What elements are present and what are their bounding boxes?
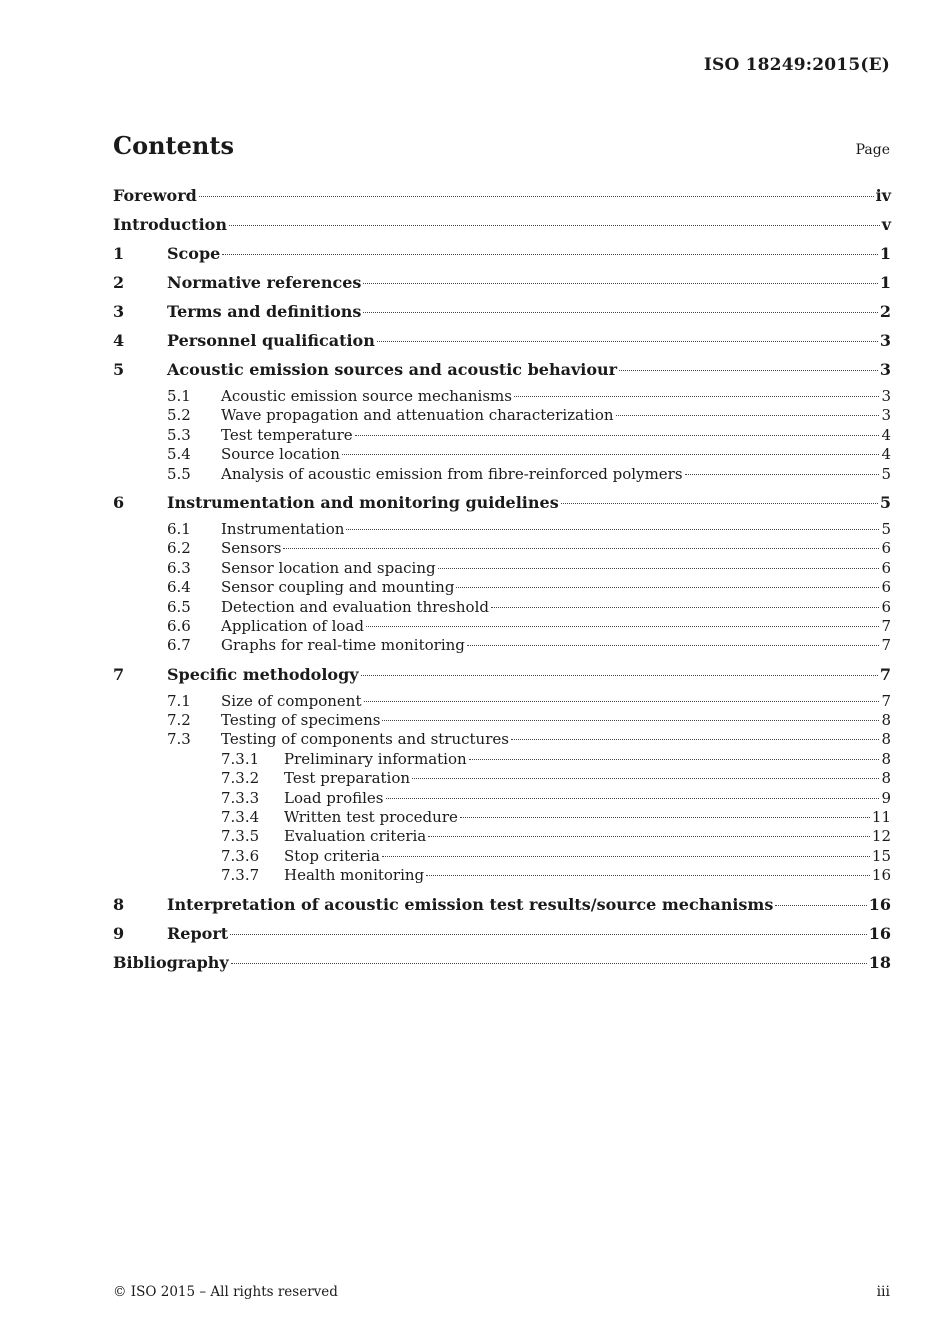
dot-leader [469,759,880,760]
toc-entry-title: Analysis of acoustic emission from fibre-reinforced polymers [221,464,683,483]
toc-entry-title: Foreword [113,186,197,205]
toc-entry-number: 5.2 [167,406,191,425]
toc-entry-title: Size of component [221,691,362,710]
toc-entry-number: 4 [113,331,125,350]
toc-entry-title: Test temperature [221,425,353,444]
toc-entry[interactable] [113,827,891,846]
toc-entry[interactable] [113,789,891,808]
toc-entry-title: Detection and evaluation threshold [221,597,489,616]
toc-entry-title: Application of load [221,616,364,635]
toc-entry[interactable] [113,358,891,387]
toc-entry-number: 6.2 [167,539,191,558]
toc-entry-title: Acoustic emission sources and acoustic behaviour [167,360,618,379]
dot-leader [366,626,879,627]
dot-leader [561,503,878,504]
toc-entry[interactable] [113,617,891,636]
toc-entry[interactable] [113,426,891,445]
table-of-contents [113,184,891,980]
toc-entry[interactable] [113,539,891,558]
dot-leader [222,254,878,255]
toc-entry[interactable] [113,598,891,617]
dot-leader [511,739,879,740]
toc-entry-number: 7.1 [167,691,191,710]
dot-leader [775,905,866,906]
toc-entry-page: 3 [879,360,891,379]
toc-entry-number: 6.4 [167,578,191,597]
dot-leader [428,836,870,837]
toc-entry-page: 12 [871,827,891,846]
toc-entry-number: 7.3 [167,730,191,749]
dot-leader [491,607,879,608]
footer-copyright: © ISO 2015 – All rights reserved [113,1284,338,1300]
toc-entry-page: 8 [881,749,891,768]
toc-entry-number: 7.3.7 [221,866,260,885]
toc-entry[interactable] [113,242,891,271]
dot-leader [386,798,880,799]
dot-leader [467,645,880,646]
footer-page-number: iii [876,1284,890,1300]
toc-entry-page: 11 [871,808,891,827]
toc-entry[interactable] [113,445,891,464]
toc-entry-title: Preliminary information [284,749,467,768]
toc-entry-title: Graphs for real-time monitoring [221,636,465,655]
document-id: ISO 18249:2015(E) [703,55,890,75]
dot-leader [438,568,880,569]
toc-entry-title: Evaluation criteria [284,827,427,846]
toc-entry-number: 6.6 [167,616,191,635]
toc-entry-page: 3 [879,331,891,350]
toc-entry[interactable] [113,866,891,885]
toc-entry-page: v [881,215,891,234]
toc-entry-title: Testing of components and structures [221,730,509,749]
toc-entry-title: Stop criteria [284,846,380,865]
toc-entry-number: 7.3.5 [221,827,260,846]
toc-entry-title: Report [167,923,229,943]
toc-entry[interactable] [113,711,891,730]
toc-entry-page: 7 [879,664,891,684]
toc-entry-number: 7.3.1 [221,749,260,768]
toc-entry-page: 7 [881,636,891,655]
dot-leader [230,934,867,935]
toc-entry-number: 6.7 [167,636,191,655]
dot-leader [382,720,879,721]
toc-entry-page: 6 [881,597,891,616]
toc-entry-number: 6.3 [167,558,191,577]
toc-entry-page: 5 [881,464,891,483]
toc-entry-title: Sensors [221,539,282,558]
toc-entry[interactable] [113,692,891,711]
dot-leader [363,312,877,313]
toc-entry-page: 4 [881,445,891,464]
dot-leader [231,963,867,964]
toc-entry-page: 6 [881,558,891,577]
toc-entry-title: Instrumentation [221,519,345,538]
toc-entry-page: 8 [881,769,891,788]
toc-entry-page: 5 [881,519,891,538]
toc-entry[interactable] [113,893,891,922]
toc-entry[interactable] [113,213,891,242]
toc-entry[interactable] [113,300,891,329]
toc-entry-page: 4 [881,425,891,444]
toc-entry[interactable] [113,520,891,539]
toc-entry[interactable] [113,465,891,484]
toc-entry[interactable] [113,329,891,358]
toc-entry-number: 7.3.3 [221,788,260,807]
toc-entry-page: 6 [881,539,891,558]
toc-entry-title: Scope [167,244,221,263]
dot-leader [514,396,879,397]
toc-entry-title: Normative references [167,273,362,292]
dot-leader [456,587,879,588]
dot-leader [363,283,877,284]
toc-entry-title: Sensor coupling and mounting [221,578,455,597]
toc-entry-title: Test preparation [284,769,411,788]
toc-entry-page: 18 [868,952,891,972]
toc-entry-page: 3 [881,387,891,405]
toc-entry-title: Source location [221,445,340,464]
dot-leader [426,875,870,876]
toc-entry-page: 16 [868,923,891,943]
toc-entry-title: Written test procedure [284,808,458,827]
toc-entry-number: 2 [113,273,125,292]
toc-entry-page: 3 [881,406,891,425]
page-title: Contents [113,131,234,160]
toc-entry-title: Specific methodology [167,664,359,684]
toc-entry[interactable] [113,951,891,980]
toc-entry[interactable] [113,559,891,578]
toc-entry-title: Bibliography [113,952,229,972]
toc-entry-number: 7 [113,664,125,684]
toc-entry-page: 5 [879,492,891,512]
toc-entry-number: 5.3 [167,425,191,444]
dot-leader [199,196,874,197]
dot-leader [616,415,880,416]
toc-entry[interactable] [113,491,891,520]
toc-entry-title: Load profiles [284,788,384,807]
toc-entry-page: 16 [868,894,891,914]
toc-entry[interactable] [113,663,891,692]
dot-leader [460,817,870,818]
toc-entry[interactable] [113,730,891,749]
toc-entry[interactable] [113,808,891,827]
toc-entry-number: 6.1 [167,519,191,538]
dot-leader [346,529,879,530]
toc-entry-page: 16 [871,866,891,885]
toc-entry-title: Acoustic emission source mechanisms [221,387,512,405]
toc-entry-number: 6 [113,492,125,512]
page-column-label: Page [855,142,890,158]
toc-entry-page: 1 [879,273,891,292]
toc-entry-page: 15 [871,846,891,865]
toc-entry-title: Health monitoring [284,866,425,885]
dot-leader [619,370,878,371]
toc-entry-page: 2 [879,302,891,321]
toc-entry-number: 7.3.2 [221,769,260,788]
toc-entry-number: 8 [113,894,125,914]
dot-leader [283,548,879,549]
toc-entry-title: Testing of specimens [221,711,381,730]
toc-entry-number: 3 [113,302,125,321]
toc-entry-page: 7 [881,616,891,635]
toc-entry-title: Introduction [113,215,227,234]
toc-entry[interactable] [113,922,891,951]
toc-entry[interactable] [113,387,891,406]
toc-entry[interactable] [113,636,891,655]
toc-entry-page: 9 [881,788,891,807]
toc-entry[interactable] [113,847,891,866]
toc-entry-page: 8 [881,730,891,749]
toc-entry[interactable] [113,769,891,788]
dot-leader [355,435,880,436]
dot-leader [342,454,880,455]
toc-entry-page: iv [875,186,891,205]
toc-entry[interactable] [113,578,891,597]
toc-entry-title: Personnel qualification [167,331,375,350]
toc-entry-page: 7 [881,691,891,710]
toc-entry-number: 6.5 [167,597,191,616]
toc-entry-number: 7.3.6 [221,846,260,865]
toc-entry-number: 7.2 [167,711,191,730]
toc-entry-number: 5.5 [167,464,191,483]
toc-entry-number: 9 [113,923,125,943]
toc-entry-number: 1 [113,244,125,263]
toc-entry[interactable] [113,271,891,300]
toc-entry-number: 5.1 [167,387,191,405]
dot-leader [685,474,880,475]
dot-leader [364,701,880,702]
dot-leader [382,856,870,857]
toc-entry-title: Interpretation of acoustic emission test results/source mechanisms [167,894,774,914]
toc-entry[interactable] [113,184,891,213]
toc-entry-number: 7.3.4 [221,808,260,827]
toc-entry-page: 6 [881,578,891,597]
toc-entry-page: 1 [879,244,891,263]
dot-leader [229,225,880,226]
toc-entry-title: Instrumentation and monitoring guidelines [167,492,559,512]
toc-entry-number: 5.4 [167,445,191,464]
toc-entry[interactable] [113,750,891,769]
toc-entry-title: Sensor location and spacing [221,558,436,577]
dot-leader [361,675,878,676]
dot-leader [377,341,878,342]
toc-entry-number: 5 [113,360,125,379]
toc-entry-title: Terms and definitions [167,302,362,321]
dot-leader [412,778,879,779]
toc-entry[interactable] [113,406,891,425]
toc-entry-page: 8 [881,711,891,730]
toc-entry-title: Wave propagation and attenuation characterization [221,406,614,425]
